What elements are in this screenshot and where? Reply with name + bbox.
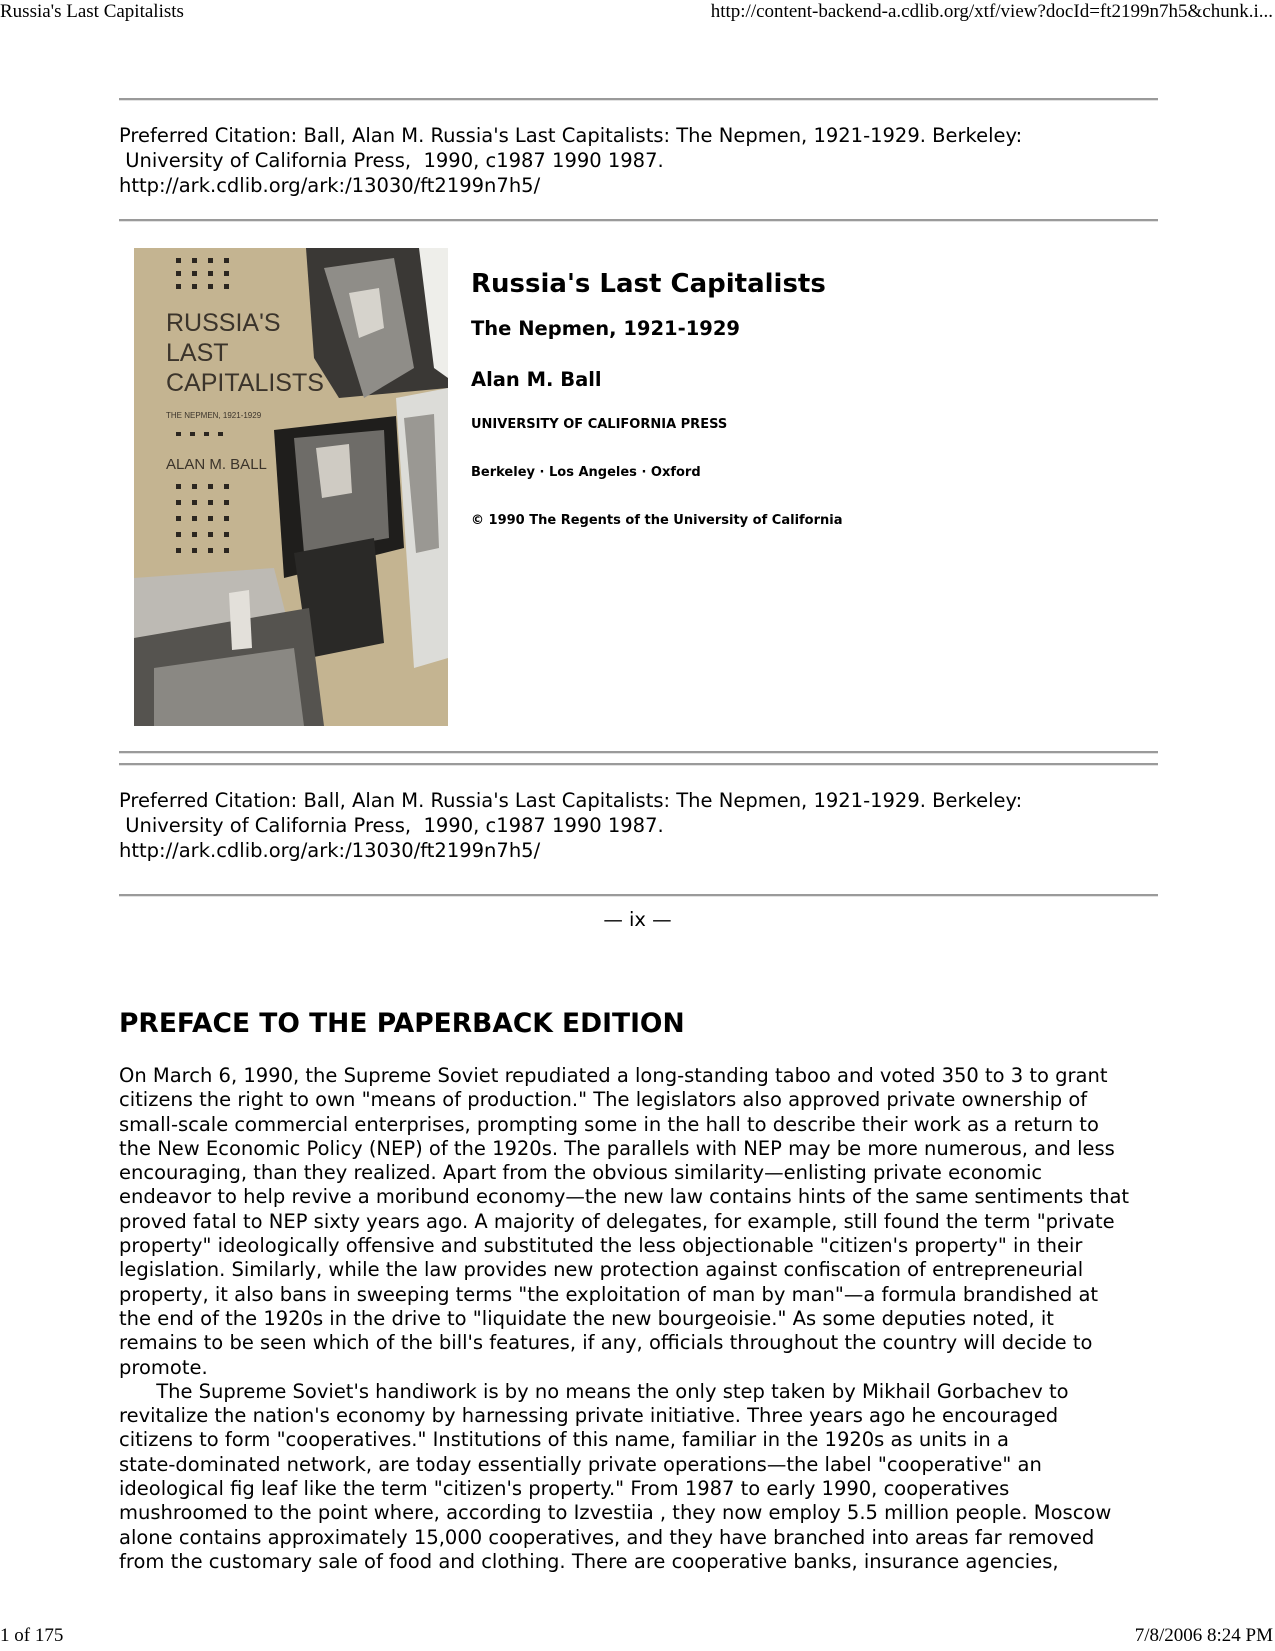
citation-line: Preferred Citation: Ball, Alan M. Russia's Last Capitalists: The Nepmen, 1921-1929. Berkeley: <box>119 124 1023 147</box>
text-line: property" ideologically offensive and substituted the less objectionable "citizen's property" in their <box>119 1234 1083 1258</box>
text-line: small-scale commercial enterprises, prompting some in the hall to describe their work as a return to <box>119 1112 1099 1136</box>
cover-title-line-2: LAST <box>166 339 229 367</box>
cover-title-line-1: RUSSIA'S <box>166 309 281 337</box>
copyright-notice: © 1990 The Regents of the University of California <box>471 513 843 528</box>
page-number-marker: — ix — <box>603 908 672 931</box>
preferred-citation-top <box>119 123 1169 198</box>
text-line: legislation. Similarly, while the law provides new protection against confiscation of entrepreneurial <box>119 1258 1084 1282</box>
print-header-title: Russia's Last Capitalists <box>0 1 184 22</box>
text-line: On March 6, 1990, the Supreme Soviet repudiated a long-standing taboo and voted 350 to 3 to grant <box>119 1064 1108 1087</box>
cover-subtitle: THE NEPMEN, 1921-1929 <box>166 411 262 420</box>
citation-line: University of California Press, 1990, c1987 1990 1987. <box>119 149 664 172</box>
text-line: property, it also bans in sweeping terms "the exploitation of man by man"—a formula brandished at <box>119 1282 1099 1306</box>
section-heading: PREFACE TO THE PAPERBACK EDITION <box>119 1008 685 1039</box>
text-line: The Supreme Soviet's handiwork is by no means the only step taken by Mikhail Gorbachev to <box>119 1379 1069 1403</box>
text-line: the end of the 1920s in the drive to "liquidate the new bourgeoisie." As some deputies noted, it <box>119 1306 1054 1330</box>
text-line: promote. <box>119 1355 208 1379</box>
citation-divider <box>119 219 1158 222</box>
divider <box>119 751 1158 754</box>
text-line: encouraging, than they realized. Apart from the obvious similarity—enlisting private economic <box>119 1161 1043 1185</box>
print-footer-page-count: 1 of 175 <box>0 1625 64 1646</box>
divider <box>119 763 1158 766</box>
text-line: remains to be seen which of the bill's features, if any, officials throughout the country will decide to <box>119 1331 1093 1355</box>
text-line: endeavor to help revive a moribund economy—the new law contains hints of the same sentiments that <box>119 1185 1130 1209</box>
divider <box>119 894 1158 897</box>
citation-link[interactable]: http://ark.cdlib.org/ark:/13030/ft2199n7h5/ <box>119 839 541 862</box>
preferred-citation-bottom <box>119 788 1169 863</box>
citation-line: University of California Press, 1990, c1987 1990 1987. <box>119 814 664 837</box>
preface-body <box>119 1064 1179 1574</box>
print-footer-timestamp: 7/8/2006 8:24 PM <box>1134 1625 1273 1646</box>
text-line: revitalize the nation's economy by harnessing private initiative. Three years ago he encouraged <box>119 1404 1059 1428</box>
book-subtitle: The Nepmen, 1921-1929 <box>471 317 740 340</box>
text-line: the New Economic Policy (NEP) of the 1920s. The parallels with NEP may be more numerous, and less <box>119 1136 1115 1160</box>
text-line: state-dominated network, are today essentially private operations—the label "cooperative" an <box>119 1452 1042 1476</box>
top-divider <box>119 98 1158 101</box>
book-cover-image <box>134 248 448 726</box>
citation-line: Preferred Citation: Ball, Alan M. Russia's Last Capitalists: The Nepmen, 1921-1929. Berkeley: <box>119 789 1023 812</box>
text-line: citizens to form "cooperatives." Institutions of this name, familiar in the 1920s as units in a <box>119 1428 1009 1452</box>
text-line: from the customary sale of food and clothing. There are cooperative banks, insurance agencies, <box>119 1549 1059 1573</box>
cover-title-line-3: CAPITALISTS <box>166 369 324 397</box>
citation-link[interactable]: http://ark.cdlib.org/ark:/13030/ft2199n7h5/ <box>119 174 541 197</box>
cover-author: ALAN M. BALL <box>166 456 267 473</box>
title-page-block <box>471 268 1171 560</box>
text-line: mushroomed to the point where, according to Izvestiia , they now employ 5.5 million people. Moscow <box>119 1501 1112 1525</box>
print-header-url: http://content-backend-a.cdlib.org/xtf/view?docId=ft2199n7h5&chunk.i... <box>710 1 1273 22</box>
text-line: citizens the right to own "means of production." The legislators also approved private ownership of <box>119 1088 1088 1112</box>
text-line: alone contains approximately 15,000 cooperatives, and they have branched into areas far removed <box>119 1525 1095 1549</box>
book-title: Russia's Last Capitalists <box>471 269 826 299</box>
book-author: Alan M. Ball <box>471 368 602 391</box>
text-line: ideological fig leaf like the term "citizen's property." From 1987 to early 1990, cooperatives <box>119 1477 1010 1501</box>
text-line: proved fatal to NEP sixty years ago. A majority of delegates, for example, still found the term "private <box>119 1209 1115 1233</box>
publisher: UNIVERSITY OF CALIFORNIA PRESS <box>471 417 728 432</box>
publisher-cities: Berkeley · Los Angeles · Oxford <box>471 465 701 480</box>
